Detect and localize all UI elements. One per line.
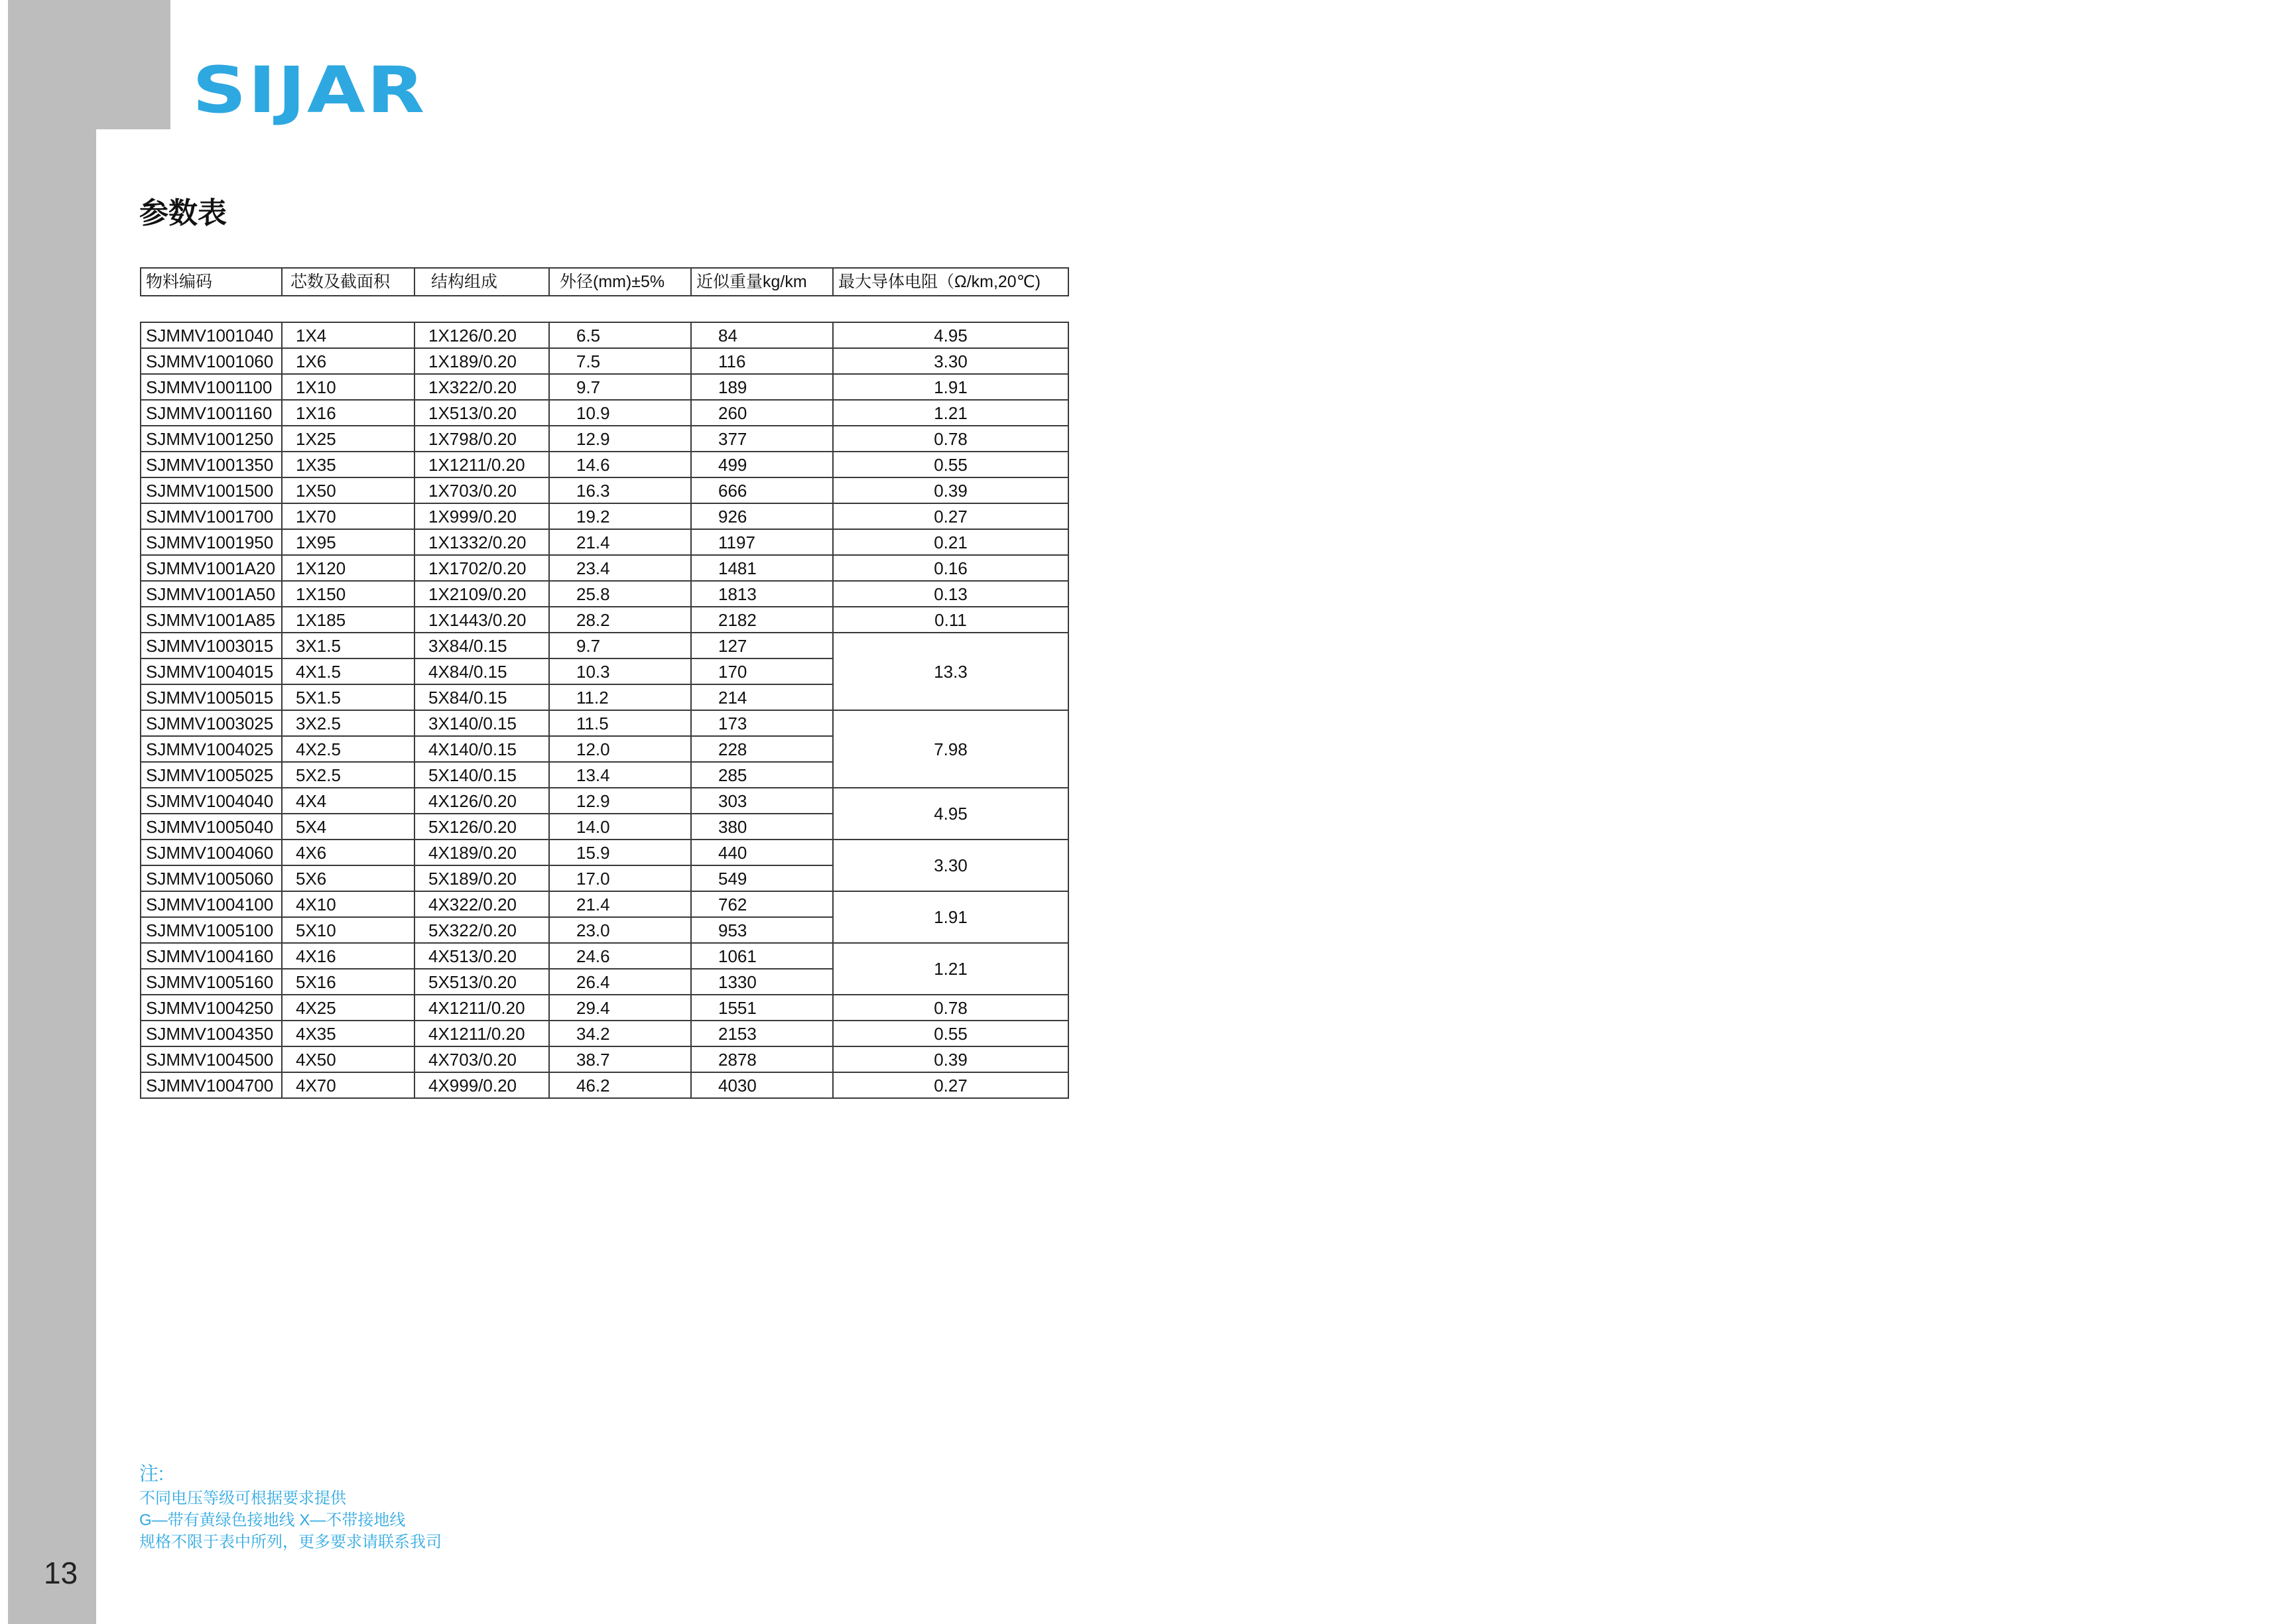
cell-structure: 5X140/0.15 <box>414 762 549 788</box>
cell-code: SJMMV1005160 <box>141 969 282 995</box>
cell-cores: 1X70 <box>282 503 414 529</box>
cell-code: SJMMV1005025 <box>141 762 282 788</box>
cell-structure: 3X140/0.15 <box>414 710 549 736</box>
cell-outer-diameter: 38.7 <box>549 1046 691 1072</box>
table-row <box>141 995 1068 1021</box>
cell-cores: 3X1.5 <box>282 633 414 658</box>
table-spacer-row <box>141 296 1068 322</box>
cell-outer-diameter: 11.5 <box>549 710 691 736</box>
cell-weight: 1813 <box>691 581 833 607</box>
table-row <box>141 1021 1068 1046</box>
cell-weight: 2878 <box>691 1046 833 1072</box>
cell-cores: 4X25 <box>282 995 414 1021</box>
cell-outer-diameter: 6.5 <box>549 322 691 348</box>
cell-resistance: 1.21 <box>833 400 1068 426</box>
cell-outer-diameter: 17.0 <box>549 865 691 891</box>
cell-code: SJMMV1004350 <box>141 1021 282 1046</box>
cell-outer-diameter: 16.3 <box>549 477 691 503</box>
cell-cores: 5X2.5 <box>282 762 414 788</box>
cell-structure: 1X1702/0.20 <box>414 555 549 581</box>
cell-cores: 4X6 <box>282 840 414 865</box>
cell-weight: 926 <box>691 503 833 529</box>
cell-code: SJMMV1001700 <box>141 503 282 529</box>
cell-structure: 5X126/0.20 <box>414 814 549 840</box>
cell-cores: 1X25 <box>282 426 414 452</box>
note-line: 不同电压等级可根据要求提供 <box>139 1489 346 1507</box>
header-resistance: 最大导体电阻（Ω/km,20℃) <box>833 268 1068 296</box>
cell-structure: 1X1211/0.20 <box>414 452 549 477</box>
cell-cores: 1X6 <box>282 348 414 374</box>
cell-resistance: 0.11 <box>833 607 1068 633</box>
cell-code: SJMMV1001250 <box>141 426 282 452</box>
cell-structure: 4X189/0.20 <box>414 840 549 865</box>
cell-outer-diameter: 9.7 <box>549 633 691 658</box>
cell-cores: 5X16 <box>282 969 414 995</box>
cell-code: SJMMV1004700 <box>141 1072 282 1098</box>
cell-code: SJMMV1001950 <box>141 529 282 555</box>
cell-outer-diameter: 11.2 <box>549 684 691 710</box>
cell-structure: 3X84/0.15 <box>414 633 549 658</box>
cell-cores: 3X2.5 <box>282 710 414 736</box>
cell-weight: 116 <box>691 348 833 374</box>
header-code: 物料编码 <box>141 268 282 296</box>
notes-title: 注: <box>139 1464 164 1485</box>
cell-structure: 4X999/0.20 <box>414 1072 549 1098</box>
cell-resistance: 0.78 <box>833 426 1068 452</box>
cell-resistance: 0.21 <box>833 529 1068 555</box>
cell-outer-diameter: 15.9 <box>549 840 691 865</box>
cell-code: SJMMV1001100 <box>141 374 282 400</box>
table-row <box>141 452 1068 477</box>
cell-code: SJMMV1001060 <box>141 348 282 374</box>
cell-cores: 5X10 <box>282 917 414 943</box>
cell-code: SJMMV1001040 <box>141 322 282 348</box>
cell-outer-diameter: 46.2 <box>549 1072 691 1098</box>
table-row <box>141 840 1068 865</box>
table-row <box>141 1046 1068 1072</box>
table-header-row <box>141 268 1068 296</box>
cell-outer-diameter: 23.4 <box>549 555 691 581</box>
cell-weight: 1197 <box>691 529 833 555</box>
page-number: 13 <box>44 1556 78 1590</box>
cell-outer-diameter: 19.2 <box>549 503 691 529</box>
cell-weight: 953 <box>691 917 833 943</box>
cell-resistance: 1.91 <box>833 891 1068 943</box>
cell-structure: 4X1211/0.20 <box>414 1021 549 1046</box>
cell-structure: 1X513/0.20 <box>414 400 549 426</box>
cell-weight: 84 <box>691 322 833 348</box>
cell-weight: 2182 <box>691 607 833 633</box>
cell-weight: 285 <box>691 762 833 788</box>
cell-code: SJMMV1004040 <box>141 788 282 814</box>
cell-code: SJMMV1003015 <box>141 633 282 658</box>
brand-logo: SIJAR <box>192 53 426 127</box>
table-row <box>141 581 1068 607</box>
table-row <box>141 633 1068 658</box>
cell-resistance: 0.39 <box>833 477 1068 503</box>
cell-resistance: 3.30 <box>833 348 1068 374</box>
cell-structure: 4X703/0.20 <box>414 1046 549 1072</box>
cell-code: SJMMV1001A20 <box>141 555 282 581</box>
cell-structure: 4X1211/0.20 <box>414 995 549 1021</box>
cell-cores: 4X70 <box>282 1072 414 1098</box>
cell-structure: 1X322/0.20 <box>414 374 549 400</box>
cell-resistance: 13.3 <box>833 633 1068 710</box>
cell-resistance: 0.27 <box>833 1072 1068 1098</box>
cell-structure: 5X84/0.15 <box>414 684 549 710</box>
cell-cores: 4X16 <box>282 943 414 969</box>
cell-structure: 1X189/0.20 <box>414 348 549 374</box>
cell-outer-diameter: 34.2 <box>549 1021 691 1046</box>
cell-outer-diameter: 9.7 <box>549 374 691 400</box>
note-line: G—带有黄绿色接地线 X—不带接地线 <box>139 1511 406 1529</box>
header-structure: 结构组成 <box>414 268 549 296</box>
spec-table <box>140 267 1069 1099</box>
cell-structure: 4X126/0.20 <box>414 788 549 814</box>
cell-structure: 4X84/0.15 <box>414 658 549 684</box>
cell-outer-diameter: 10.3 <box>549 658 691 684</box>
table-row <box>141 555 1068 581</box>
table-row <box>141 400 1068 426</box>
cell-cores: 1X10 <box>282 374 414 400</box>
cell-outer-diameter: 12.0 <box>549 736 691 762</box>
cell-resistance: 0.78 <box>833 995 1068 1021</box>
cell-structure: 1X798/0.20 <box>414 426 549 452</box>
table-row <box>141 477 1068 503</box>
cell-structure: 1X999/0.20 <box>414 503 549 529</box>
cell-resistance: 0.16 <box>833 555 1068 581</box>
cell-cores: 1X16 <box>282 400 414 426</box>
cell-code: SJMMV1001A85 <box>141 607 282 633</box>
header-outer-diameter: 外径(mm)±5% <box>549 268 691 296</box>
cell-structure: 4X140/0.15 <box>414 736 549 762</box>
cell-outer-diameter: 13.4 <box>549 762 691 788</box>
cell-code: SJMMV1005060 <box>141 865 282 891</box>
cell-outer-diameter: 23.0 <box>549 917 691 943</box>
cell-structure: 1X1332/0.20 <box>414 529 549 555</box>
sidebar <box>8 129 96 1624</box>
cell-weight: 4030 <box>691 1072 833 1098</box>
cell-weight: 380 <box>691 814 833 840</box>
cell-cores: 4X35 <box>282 1021 414 1046</box>
cell-weight: 1061 <box>691 943 833 969</box>
notes <box>139 1461 442 1553</box>
cell-weight: 1330 <box>691 969 833 995</box>
cell-weight: 440 <box>691 840 833 865</box>
cell-outer-diameter: 24.6 <box>549 943 691 969</box>
cell-weight: 762 <box>691 891 833 917</box>
header-cores: 芯数及截面积 <box>282 268 414 296</box>
cell-code: SJMMV1004500 <box>141 1046 282 1072</box>
cell-structure: 4X513/0.20 <box>414 943 549 969</box>
cell-resistance: 0.55 <box>833 1021 1068 1046</box>
cell-cores: 4X2.5 <box>282 736 414 762</box>
table-row <box>141 348 1068 374</box>
cell-weight: 173 <box>691 710 833 736</box>
table-row <box>141 322 1068 348</box>
cell-outer-diameter: 10.9 <box>549 400 691 426</box>
cell-weight: 170 <box>691 658 833 684</box>
cell-weight: 499 <box>691 452 833 477</box>
cell-weight: 214 <box>691 684 833 710</box>
cell-cores: 1X150 <box>282 581 414 607</box>
cell-outer-diameter: 29.4 <box>549 995 691 1021</box>
cell-weight: 2153 <box>691 1021 833 1046</box>
cell-outer-diameter: 21.4 <box>549 529 691 555</box>
sidebar-top-block <box>8 0 170 129</box>
table-row <box>141 710 1068 736</box>
cell-resistance: 4.95 <box>833 322 1068 348</box>
note-line: 规格不限于表中所列，更多要求请联系我司 <box>139 1533 442 1551</box>
cell-code: SJMMV1004025 <box>141 736 282 762</box>
cell-outer-diameter: 25.8 <box>549 581 691 607</box>
cell-weight: 260 <box>691 400 833 426</box>
cell-outer-diameter: 21.4 <box>549 891 691 917</box>
cell-cores: 5X1.5 <box>282 684 414 710</box>
cell-outer-diameter: 12.9 <box>549 426 691 452</box>
cell-cores: 5X4 <box>282 814 414 840</box>
table-row <box>141 943 1068 969</box>
cell-weight: 1551 <box>691 995 833 1021</box>
cell-resistance: 0.55 <box>833 452 1068 477</box>
cell-cores: 1X95 <box>282 529 414 555</box>
cell-code: SJMMV1001500 <box>141 477 282 503</box>
cell-cores: 1X4 <box>282 322 414 348</box>
table-row <box>141 1072 1068 1098</box>
cell-weight: 666 <box>691 477 833 503</box>
cell-structure: 1X2109/0.20 <box>414 581 549 607</box>
cell-code: SJMMV1004100 <box>141 891 282 917</box>
cell-structure: 5X322/0.20 <box>414 917 549 943</box>
cell-code: SJMMV1003025 <box>141 710 282 736</box>
cell-code: SJMMV1001A50 <box>141 581 282 607</box>
cell-cores: 1X50 <box>282 477 414 503</box>
cell-weight: 127 <box>691 633 833 658</box>
cell-structure: 4X322/0.20 <box>414 891 549 917</box>
cell-cores: 4X4 <box>282 788 414 814</box>
table-row <box>141 374 1068 400</box>
cell-structure: 1X1443/0.20 <box>414 607 549 633</box>
cell-resistance: 0.39 <box>833 1046 1068 1072</box>
cell-code: SJMMV1004060 <box>141 840 282 865</box>
cell-code: SJMMV1005100 <box>141 917 282 943</box>
cell-resistance: 4.95 <box>833 788 1068 840</box>
cell-weight: 1481 <box>691 555 833 581</box>
cell-resistance: 0.27 <box>833 503 1068 529</box>
cell-resistance: 3.30 <box>833 840 1068 891</box>
cell-code: SJMMV1005015 <box>141 684 282 710</box>
cell-resistance: 1.21 <box>833 943 1068 995</box>
cell-weight: 228 <box>691 736 833 762</box>
cell-weight: 189 <box>691 374 833 400</box>
cell-code: SJMMV1001160 <box>141 400 282 426</box>
header-weight: 近似重量kg/km <box>691 268 833 296</box>
cell-code: SJMMV1004015 <box>141 658 282 684</box>
cell-resistance: 0.13 <box>833 581 1068 607</box>
cell-cores: 1X35 <box>282 452 414 477</box>
cell-outer-diameter: 7.5 <box>549 348 691 374</box>
table-row <box>141 426 1068 452</box>
table-row <box>141 607 1068 633</box>
cell-outer-diameter: 28.2 <box>549 607 691 633</box>
cell-resistance: 1.91 <box>833 374 1068 400</box>
table-row <box>141 788 1068 814</box>
table-row <box>141 891 1068 917</box>
cell-outer-diameter: 26.4 <box>549 969 691 995</box>
cell-outer-diameter: 14.0 <box>549 814 691 840</box>
cell-code: SJMMV1005040 <box>141 814 282 840</box>
cell-weight: 549 <box>691 865 833 891</box>
cell-structure: 1X126/0.20 <box>414 322 549 348</box>
cell-cores: 1X185 <box>282 607 414 633</box>
cell-outer-diameter: 12.9 <box>549 788 691 814</box>
cell-cores: 4X1.5 <box>282 658 414 684</box>
cell-code: SJMMV1004250 <box>141 995 282 1021</box>
cell-structure: 5X189/0.20 <box>414 865 549 891</box>
cell-code: SJMMV1001350 <box>141 452 282 477</box>
cell-cores: 4X10 <box>282 891 414 917</box>
cell-structure: 5X513/0.20 <box>414 969 549 995</box>
cell-code: SJMMV1004160 <box>141 943 282 969</box>
cell-outer-diameter: 14.6 <box>549 452 691 477</box>
table-row <box>141 503 1068 529</box>
cell-cores: 5X6 <box>282 865 414 891</box>
cell-weight: 377 <box>691 426 833 452</box>
cell-cores: 1X120 <box>282 555 414 581</box>
cell-weight: 303 <box>691 788 833 814</box>
section-title: 参数表 <box>139 197 227 229</box>
cell-cores: 4X50 <box>282 1046 414 1072</box>
cell-structure: 1X703/0.20 <box>414 477 549 503</box>
table-row <box>141 529 1068 555</box>
cell-resistance: 7.98 <box>833 710 1068 788</box>
